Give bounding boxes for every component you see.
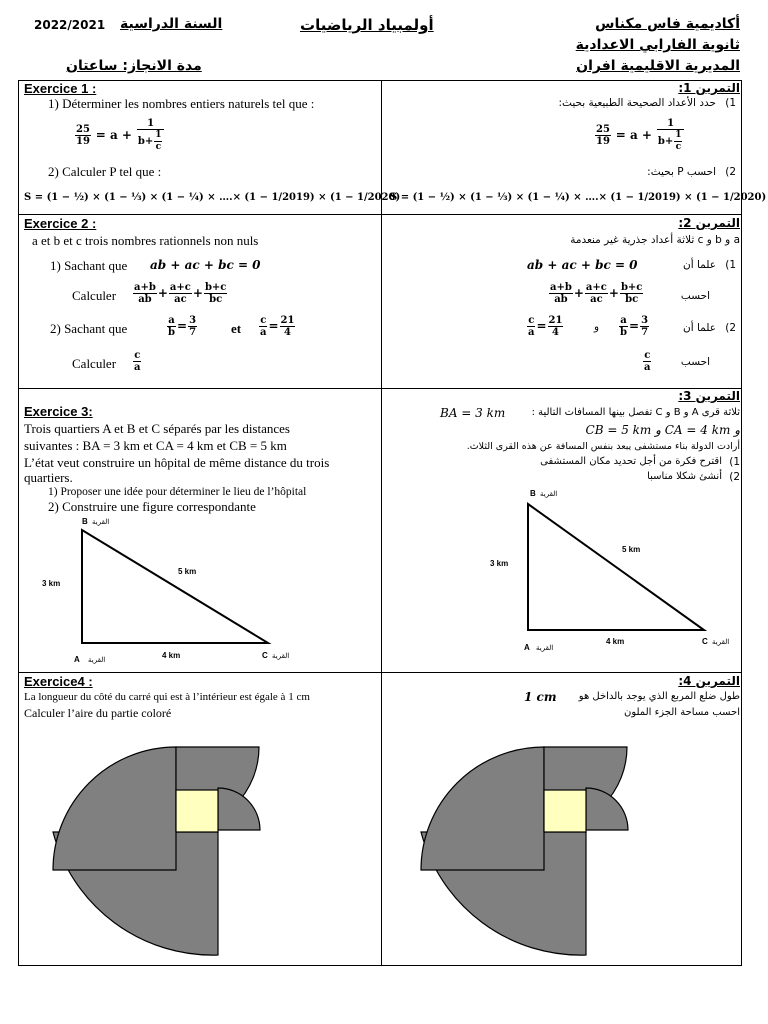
f2-den: ac	[174, 294, 187, 305]
ex3-ar-line3: أرادت الدولة بناء مستشفى يبعد بنفس المسافة عن هذه القرى الثلاث.	[466, 441, 740, 452]
eq-den: b+	[657, 136, 674, 147]
r2v-den: 4	[284, 327, 291, 338]
f1-den: ab	[554, 294, 568, 305]
ex2-fr-intro: a et b et c trois nombres rationnels non nuls	[32, 233, 259, 248]
vertex-b-label: B	[82, 517, 88, 526]
f3-num: b+c	[620, 282, 643, 293]
ex1-ar-s-expression: S = (1 − ½) × (1 − ⅓) × (1 − ¼) × ….× (1 − 1/2019) × (1 − 1/2020)	[390, 192, 767, 203]
ex2-ar-cond1: ab + ac + bc = 0	[527, 258, 638, 272]
t-num: c	[644, 350, 651, 361]
ex2-fr-calc1: Calculer	[72, 288, 117, 303]
page-title: أولمبياد الرياضيات	[300, 16, 434, 34]
f3-den: bc	[625, 294, 639, 305]
ex1-fr-q1: 1) Déterminer les nombres entiers naturels tel que :	[48, 96, 315, 111]
ex2-fr-sum: $\frac{a+b}{ab}$ + $\frac{a+c}{ac}$ + $\frac{b+c}{bc}$	[134, 282, 227, 305]
vertex-b-village: القرية	[92, 519, 110, 526]
ex2-fr-q1: 1) Sachant que	[50, 258, 128, 273]
ex3-ar-q2: أنشئ شكلا مناسبا	[647, 471, 722, 482]
side-bc-label: 5 km	[178, 567, 197, 576]
r2v-den: 4	[552, 327, 559, 338]
ex1-ar-q2: احسب P بحيث:	[647, 166, 716, 178]
r1v-num: 3	[641, 315, 649, 326]
ex2-ar-target	[642, 350, 652, 373]
r2-den: a	[260, 327, 267, 338]
vertex-b-village: القرية	[540, 491, 558, 498]
ex3-ar-triangle-figure	[480, 484, 740, 654]
ex2-ar-q1-num: 1)	[725, 259, 736, 271]
f3-den: bc	[209, 294, 223, 305]
ex2-ar-sum: $\frac{a+b}{ab}$ + $\frac{a+c}{ac}$ + $\frac{b+c}{bc}$	[550, 282, 643, 305]
column-divider	[381, 80, 382, 966]
eq-lhs-num: 25	[76, 124, 90, 135]
eq-den: b+	[137, 136, 154, 147]
quarter-small-right	[586, 788, 628, 830]
f1-num: a+b	[550, 282, 572, 293]
vertex-c-village: القرية	[712, 639, 730, 646]
ex3-ar-line2: CB = 5 km و CA = 4 km و	[585, 423, 740, 437]
r2-den: a	[528, 327, 535, 338]
ex3-fr-triangle-figure	[30, 510, 330, 668]
ex1-fr-s-expression: S = (1 − ½) × (1 − ⅓) × (1 − ¼) × ….× (1 − 1/2019) × (1 − 1/2020)	[24, 192, 401, 203]
vertex-a-village: القرية	[536, 645, 554, 652]
school-name: ثانوية الفارابي الاعدادية	[575, 37, 740, 53]
ex1-ar-equation	[594, 118, 685, 153]
eq-den-frac-num: 1	[675, 130, 682, 140]
ex2-ar-ratio1: $\frac{a}{b}$ = $\frac{3}{7}$	[620, 315, 649, 338]
row-divider-2	[18, 388, 742, 389]
directorate-name: المديرية الاقليمية افران	[576, 58, 740, 74]
side-bc-label: 5 km	[622, 545, 641, 554]
ex4-fr-spiral-figure	[24, 722, 294, 962]
year-label: السنة الدراسية	[120, 16, 223, 32]
vertex-a-label: A	[524, 643, 530, 652]
eq-den-frac-den: c	[675, 142, 682, 152]
side-ac-label: 4 km	[162, 651, 181, 660]
vertex-a-label: A	[74, 655, 80, 664]
r1v-den: 7	[189, 327, 197, 338]
vertex-b-label: B	[530, 489, 536, 498]
ex1-ar-q1-num: 1)	[725, 97, 736, 109]
eq-lhs-num: 25	[596, 124, 610, 135]
ex2-ar-intro: a و b و c ثلاثة أعداد جذرية غير منعدمة	[570, 234, 740, 246]
side-ba-label: 3 km	[490, 559, 509, 568]
ex2-fr-title: Exercice 2 :	[24, 216, 97, 231]
ex2-fr-target	[132, 350, 142, 373]
f2-num: a+c	[169, 282, 191, 293]
ex3-fr-q2: 2) Construire une figure correspondante	[48, 499, 256, 514]
ex3-fr-title: Exercice 3:	[24, 404, 93, 419]
vertex-c-village: القرية	[272, 653, 290, 660]
r1-den: b	[620, 327, 627, 338]
ex2-ar-and: و	[594, 321, 600, 333]
quarter-top-left	[53, 747, 176, 870]
ex2-ar-title: التمرين 2:	[678, 216, 740, 230]
side-ac-label: 4 km	[606, 637, 625, 646]
ex2-ar-q2-num: 2)	[725, 322, 736, 334]
ex4-ar-line2: احسب مساحة الجزء الملون	[623, 707, 740, 718]
quarter-top-left	[421, 747, 544, 870]
eq-mid: = a +	[615, 128, 652, 142]
r1-num: a	[620, 315, 627, 326]
ex1-fr-equation	[74, 118, 165, 153]
academy-name: أكاديمية فاس مكناس	[595, 16, 740, 32]
ex2-ar-calc1: احسب	[680, 290, 710, 302]
r1v-num: 3	[189, 315, 197, 326]
ex2-ar-q1: علما أن	[683, 259, 716, 271]
row-divider-3	[18, 672, 742, 673]
ex3-fr-line1: Trois quartiers A et B et C séparés par les distances	[24, 421, 290, 436]
ex3-ar-q2-num: 2)	[729, 471, 740, 483]
eq-lhs-den: 19	[596, 136, 610, 147]
ex3-ar-q1: اقترح فكرة من أجل تحديد مكان المستشفى	[540, 456, 722, 467]
ex4-fr-line1: La longueur du côté du carré qui est à l’intérieur est égale à 1 cm	[24, 691, 310, 703]
ex4-ar-line1: طول ضلع المربع الذي يوجد بالداخل هو	[578, 691, 740, 702]
r2v-num: 21	[280, 315, 295, 326]
r2-num: c	[528, 315, 535, 326]
inner-square	[544, 790, 586, 832]
ex2-ar-calc2: احسب	[680, 356, 710, 368]
f1-num: a+b	[134, 282, 156, 293]
f2-den: ac	[590, 294, 603, 305]
eq-den-frac-num: 1	[155, 130, 162, 140]
f3-num: b+c	[204, 282, 227, 293]
eq-lhs-den: 19	[76, 136, 90, 147]
r2v-num: 21	[548, 315, 563, 326]
t-den: a	[644, 362, 651, 373]
ex2-fr-cond1: ab + ac + bc = 0	[150, 258, 261, 272]
ex1-ar-q2-num: 2)	[725, 166, 736, 178]
eq-den-frac-den: c	[155, 142, 162, 152]
ex1-fr-title: Exercice 1 :	[24, 81, 97, 96]
ex3-ar-ba: BA = 3 km	[440, 406, 506, 420]
f1-den: ab	[138, 294, 152, 305]
side-ba-label: 3 km	[42, 579, 61, 588]
r1-den: b	[168, 327, 175, 338]
ex1-ar-q1: حدد الأعداد الصحيحة الطبيعية بحيث:	[558, 97, 716, 109]
eq-mid: = a +	[95, 128, 132, 142]
duration-label: مدة الانجاز: ساعتان	[66, 58, 202, 74]
ex2-fr-et: et	[231, 321, 242, 336]
vertex-c-label: C	[702, 637, 708, 646]
triangle-shape	[528, 504, 704, 630]
ex2-fr-q2: 2) Sachant que	[50, 321, 128, 336]
f2-num: a+c	[585, 282, 607, 293]
ex2-fr-ratio1: $\frac{a}{b}$ = $\frac{3}{7}$	[168, 315, 197, 338]
t-num: c	[134, 350, 141, 361]
ex3-fr-line3: L’état veut construire un hôpital de même distance du trois	[24, 455, 330, 470]
row-divider-1	[18, 214, 742, 215]
ex3-ar-q1-num: 1)	[729, 456, 740, 468]
ex4-ar-spiral-figure	[392, 722, 662, 962]
ex1-ar-title: التمرين 1:	[678, 81, 740, 95]
r1-num: a	[168, 315, 175, 326]
ex3-fr-q1: 1) Proposer une idée pour déterminer le lieu de l’hôpital	[48, 486, 307, 498]
ex1-fr-q2: 2) Calculer P tel que :	[48, 164, 162, 179]
r1v-den: 7	[641, 327, 649, 338]
ex3-ar-title: التمرين 3:	[678, 389, 740, 403]
ex2-fr-calc2: Calculer	[72, 356, 117, 371]
eq-num: 1	[137, 118, 165, 130]
vertex-a-village: القرية	[88, 657, 106, 664]
t-den: a	[134, 362, 141, 373]
ex4-ar-title: التمرين 4:	[678, 674, 740, 688]
inner-square	[176, 790, 218, 832]
ex2-ar-ratio2: $\frac{c}{a}$ = $\frac{21}{4}$	[528, 315, 563, 338]
ex4-ar-val: 1 cm	[524, 690, 557, 704]
vertex-c-label: C	[262, 651, 268, 660]
r2-num: c	[260, 315, 267, 326]
ex2-fr-ratio2: $\frac{c}{a}$ = $\frac{21}{4}$	[260, 315, 295, 338]
ex4-fr-line2: Calculer l’aire du partie coloré	[24, 706, 172, 720]
ex3-fr-line2: suivantes : BA = 3 km et CA = 4 km et CB = 5 km	[24, 438, 287, 453]
triangle-shape	[82, 530, 268, 643]
ex3-ar-line1: ثلاثة قرى A و B و C تفصل بينها المسافات التالية :	[531, 407, 740, 418]
ex3-fr-line4: quartiers.	[24, 470, 73, 485]
quarter-small-right	[218, 788, 260, 830]
ex2-ar-q2: علما أن	[683, 322, 716, 334]
ex4-fr-title: Exercice4 :	[24, 674, 93, 689]
eq-num: 1	[657, 118, 685, 130]
year-value: 2022/2021	[34, 18, 106, 32]
